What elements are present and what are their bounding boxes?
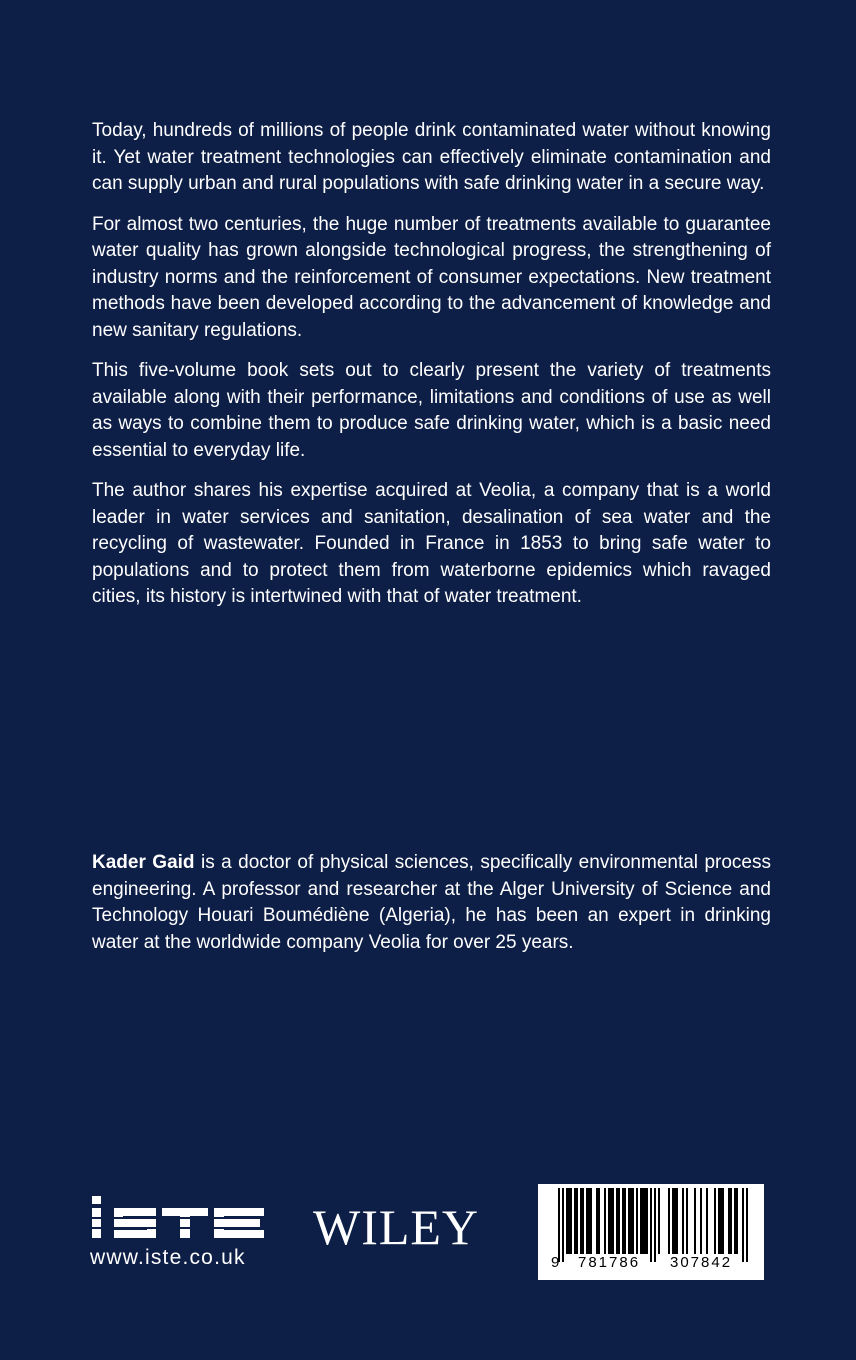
barcode-bar [610, 1188, 612, 1254]
barcode-bar [628, 1188, 630, 1254]
barcode-bar [730, 1188, 732, 1254]
author-bio [92, 850, 771, 956]
wiley-logo: WILEY [313, 1199, 480, 1255]
barcode-bar [742, 1188, 744, 1262]
author-bio-text [92, 850, 771, 956]
barcode-left-digits: 781786 [578, 1254, 641, 1271]
barcode-bar [582, 1188, 584, 1254]
barcode-bar [640, 1188, 642, 1254]
barcode-bar [672, 1188, 674, 1254]
barcode-bar [714, 1188, 716, 1254]
barcode-bar [644, 1188, 646, 1254]
barcode-bar [658, 1188, 660, 1254]
barcode-bar [598, 1188, 600, 1254]
blurb-paragraph-1: Today, hundreds of millions of people drink contaminated water without knowing it. Yet water treatment technologies can effectively eliminate contamination and can supply urban and rural populations with safe drinking water in a secure way. [92, 120, 771, 194]
barcode-bar [574, 1188, 576, 1254]
barcode-bar [576, 1188, 578, 1254]
barcode-bar [604, 1188, 606, 1254]
barcode-bar [612, 1188, 614, 1254]
barcode-bar [590, 1188, 592, 1254]
barcode-bar [558, 1188, 560, 1262]
author-bio-body: is a doctor of physical sciences, specifically environmental process engineering. A professor and researcher at the Alger University of Science and Technology Houari Boumédiène (Algeria), he has been an expert in drinking water at the worldwide company Veolia for over 25 years. [92, 852, 771, 953]
barcode-bar [676, 1188, 678, 1254]
barcode-bar [562, 1188, 564, 1262]
back-cover-blurb [92, 118, 771, 625]
barcode-bar [566, 1188, 568, 1254]
barcode-bar [700, 1188, 702, 1254]
barcode-bar [608, 1188, 610, 1254]
barcode-bar [646, 1188, 648, 1254]
iste-logo [90, 1196, 266, 1240]
barcode-bar [734, 1188, 736, 1254]
isbn-barcode [538, 1184, 764, 1280]
barcode-bar [580, 1188, 582, 1254]
barcode-bar [630, 1188, 632, 1254]
barcode-bar [618, 1188, 620, 1254]
barcode-lead-digit: 9 [551, 1254, 560, 1271]
iste-publisher-block [90, 1196, 266, 1270]
barcode-bar [706, 1188, 708, 1254]
iste-website: www.iste.co.uk [90, 1246, 246, 1269]
barcode-bar [722, 1188, 724, 1254]
barcode-bar [674, 1188, 676, 1254]
barcode-bar [632, 1188, 634, 1254]
barcode-bar [736, 1188, 738, 1254]
blurb-paragraph-2: For almost two centuries, the huge number of treatments available to guarantee water quality has grown alongside technological progress, the strengthening of industry norms and the reinforcement of consumer expectations. New treatment methods have been developed according to the advancement of knowledge and new sanitary regulations. [92, 213, 771, 341]
barcode-bar [718, 1188, 720, 1254]
blurb-paragraph-4: The author shares his expertise acquired at Veolia, a company that is a world leader in water services and sanitation, desalination of sea water and the recycling of wastewater. Founded in France in 1853 to bring safe water to populations and to protect them from waterborne epidemics which ravaged cities, its history is intertwined with that of water treatment. [92, 480, 771, 607]
barcode-bar [728, 1188, 730, 1254]
barcode-bar [650, 1188, 652, 1262]
barcode-bar [720, 1188, 722, 1254]
barcode-digits [538, 1254, 764, 1278]
barcode-bar [642, 1188, 644, 1254]
barcode-bar [694, 1188, 696, 1254]
barcode-bar [586, 1188, 588, 1254]
barcode-right-digits: 307842 [670, 1254, 733, 1271]
barcode-bar [570, 1188, 572, 1254]
blurb-paragraph-3: This five-volume book sets out to clearly present the variety of treatments available along with their performance, limitations and conditions of use as well as ways to combine them to produce safe drinking water, which is a basic need essential to everyday life. [92, 360, 771, 461]
barcode-bar [588, 1188, 590, 1254]
barcode-bar [596, 1188, 598, 1254]
barcode-bar [568, 1188, 570, 1254]
barcode-bar [636, 1188, 638, 1254]
barcode-bar [686, 1188, 688, 1254]
barcode-bar [616, 1188, 618, 1254]
author-name: Kader Gaid [92, 852, 195, 873]
barcode-bar [654, 1188, 656, 1262]
barcode-bar [746, 1188, 748, 1262]
barcode-bar [624, 1188, 626, 1254]
barcode-bar [682, 1188, 684, 1254]
barcode-bar [668, 1188, 670, 1254]
barcode-bar [622, 1188, 624, 1254]
